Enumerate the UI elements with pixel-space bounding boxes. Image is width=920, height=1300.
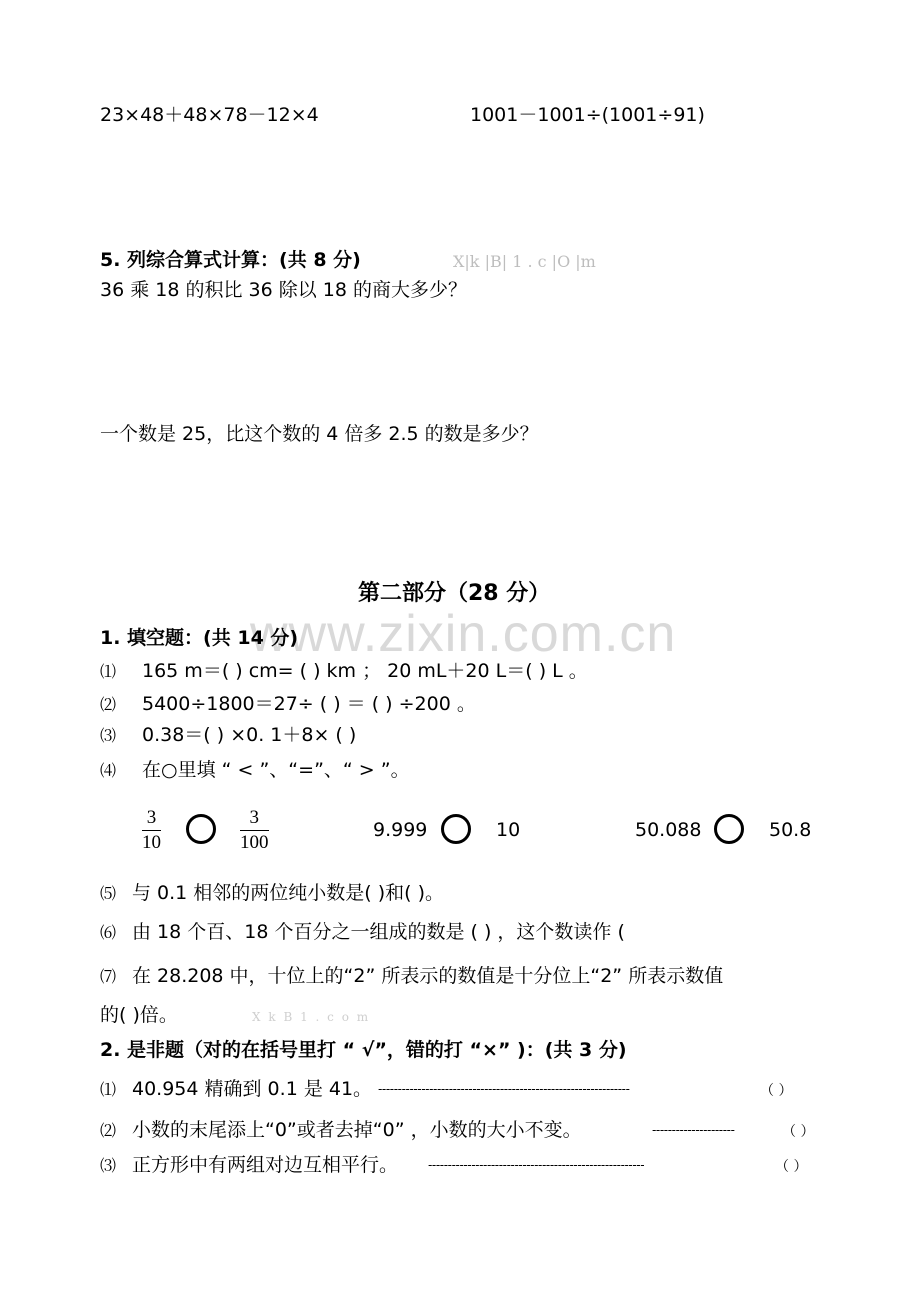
compare-value-d: 50.8	[769, 819, 812, 841]
part2-title: 第二部分（28 分）	[358, 581, 551, 606]
fill-item-3	[100, 723, 356, 748]
watermark-large: www.zixin.com.cn	[250, 605, 677, 663]
compare-circle-1[interactable]	[186, 814, 216, 844]
judge-item-2	[100, 1118, 582, 1143]
item-number: ⑹	[100, 923, 117, 942]
fill-item-1	[100, 659, 588, 684]
fraction-denominator: 10	[142, 832, 161, 853]
fraction-numerator: 3	[142, 806, 161, 831]
item-text: 0.38＝( ) ×0. 1＋8× ( )	[142, 724, 357, 746]
item-text: 小数的末尾添上“0”或者去掉“0” ，小数的大小不变。	[132, 1119, 582, 1141]
judge-item-2-answer[interactable]: （ ）	[782, 1124, 815, 1140]
fraction-numerator: 3	[240, 806, 269, 831]
item-number: ⑶	[100, 726, 117, 745]
judge-title: 2. 是非题（对的在括号里打 “ √”，错的打 “×” )：(共 3 分)	[100, 1039, 627, 1061]
fill-item-2	[100, 692, 476, 717]
item-text: 在 28.208 中，十位上的“2” 所表示的数值是十分位上“2” 所表示数值	[132, 965, 724, 987]
compare-value-b: 10	[496, 819, 521, 841]
judge-item-1-answer[interactable]: （ ）	[760, 1083, 793, 1099]
q5-problem-2: 一个数是 25，比这个数的 4 倍多 2.5 的数是多少？	[100, 423, 539, 445]
watermark-small-2: X k B 1 . c o m	[252, 1010, 371, 1024]
calc-expression-2: 1001－1001÷(1001÷91)	[470, 104, 705, 126]
item-text: 165 m＝( ) cm= ( ) km ； 20 mL＋20 L＝( ) L 。	[142, 660, 588, 682]
fraction-3-10	[142, 806, 161, 855]
q5-problem-1: 36 乘 18 的积比 36 除以 18 的商大多少？	[100, 279, 467, 301]
compare-value-c: 50.088	[635, 819, 702, 841]
compare-value-a: 9.999	[373, 819, 428, 841]
item-number: ⑴	[100, 662, 117, 681]
judge-item-3-leader: -------------------------------------------------------	[428, 1158, 645, 1172]
watermark-small-1: X|k |B| 1 . c |O |m	[453, 252, 596, 271]
judge-item-1	[100, 1077, 372, 1102]
compare-circle-2[interactable]	[441, 814, 471, 844]
item-text: 与 0.1 相邻的两位纯小数是( )和( )。	[132, 882, 445, 904]
item-number: ⑸	[100, 884, 117, 903]
judge-item-3-answer[interactable]: （ ）	[775, 1159, 808, 1175]
compare-circle-3[interactable]	[714, 814, 744, 844]
item-number: ⑵	[100, 1121, 117, 1140]
item-text: 在○里填 “ < ”、“=”、“ > ”。	[142, 759, 410, 781]
item-number: ⑴	[100, 1080, 117, 1099]
item-number: ⑶	[100, 1156, 117, 1175]
q5-title: 5. 列综合算式计算：(共 8 分)	[100, 249, 361, 271]
fill-item-7-cont: 的( )倍。	[100, 1004, 178, 1026]
judge-item-3	[100, 1153, 398, 1178]
fill-item-7	[100, 964, 723, 989]
item-text: 40.954 精确到 0.1 是 41。	[132, 1078, 373, 1100]
fill-item-5	[100, 881, 444, 906]
item-number: ⑺	[100, 967, 117, 986]
item-text: 5400÷1800＝27÷ ( ) ＝ ( ) ÷200 。	[142, 693, 476, 715]
fill-title: 1. 填空题：(共 14 分)	[100, 627, 299, 649]
item-number: ⑷	[100, 761, 117, 780]
item-text: 由 18 个百、18 个百分之一组成的数是 ( ) ，这个数读作 (	[132, 921, 625, 943]
fraction-denominator: 100	[240, 832, 269, 853]
calc-expression-1: 23×48＋48×78－12×4	[100, 104, 319, 126]
item-text: 正方形中有两组对边互相平行。	[132, 1154, 399, 1176]
fill-item-4	[100, 758, 410, 783]
item-number: ⑵	[100, 695, 117, 714]
judge-item-2-leader: ---------------------	[652, 1123, 735, 1137]
judge-item-1-leader: ----------------------------------------------------------------	[378, 1082, 630, 1096]
fill-item-6	[100, 920, 625, 945]
fraction-3-100	[240, 806, 269, 855]
